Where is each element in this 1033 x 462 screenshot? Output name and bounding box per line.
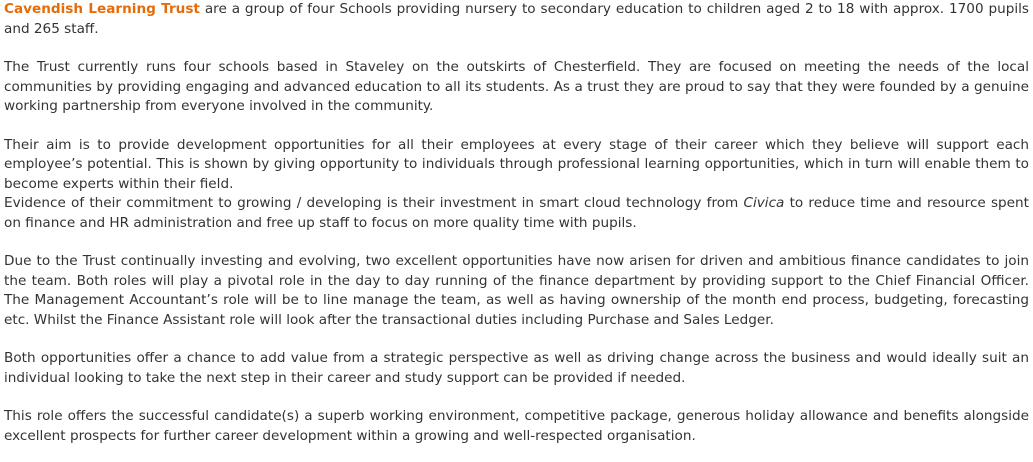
paragraph-development-aim: Their aim is to provide development opportunities for all their employees at every stage of their career which they believe will support each employee’s potential. This is shown by giving opportunity to individuals through professional learning opportunities, which in turn will enable them to become experts within their field.: [4, 136, 1029, 192]
organisation-name: Cavendish Learning Trust: [4, 1, 200, 17]
technology-text-after: to reduce time and resource spent on finance and HR administration and free up staff to focus on more quality time with pupils.: [4, 195, 1029, 231]
paragraph-technology-investment: [4, 194, 1029, 233]
technology-brand: Civica: [743, 195, 785, 211]
paragraph-strategic-value: Both opportunities offer a chance to add value from a strategic perspective as well as driving change across the business and would ideally suit an individual looking to take the next step in their career and study support can be provided if needed.: [4, 350, 1029, 386]
paragraph-opportunities: Due to the Trust continually investing and evolving, two excellent opportunities have now arisen for driven and ambitious finance candidates to join the team. Both roles will play a pivotal role in the day to day running of the finance department by providing support to the Chief Financial Officer. The Management Accountant’s role will be to line manage the team, as well as having ownership of the month end process, budgeting, forecasting etc. Whilst the Finance Assistant role will look after the transactional duties including Purchase and Sales Ledger.: [4, 253, 1029, 328]
technology-text-before: Evidence of their commitment to growing / developing is their investment in smart cloud technology from: [4, 195, 744, 211]
paragraph-benefits: This role offers the successful candidate(s) a superb working environment, competitive package, generous holiday allowance and benefits alongside excellent prospects for further career development within a growing and well-respected organisation.: [4, 408, 1029, 444]
paragraph-intro: [4, 0, 1029, 39]
paragraph-trust-overview: The Trust currently runs four schools based in Staveley on the outskirts of Chesterfield. They are focused on meeting the needs of the local communities by providing engaging and advanced education to all its students. As a trust they are proud to say that they were founded by a genuine working partnership from everyone involved in the community.: [4, 59, 1029, 114]
intro-text: are a group of four Schools providing nursery to secondary education to children aged 2 to 18 with approx. 1700 pupils and 265 staff.: [4, 1, 1030, 37]
